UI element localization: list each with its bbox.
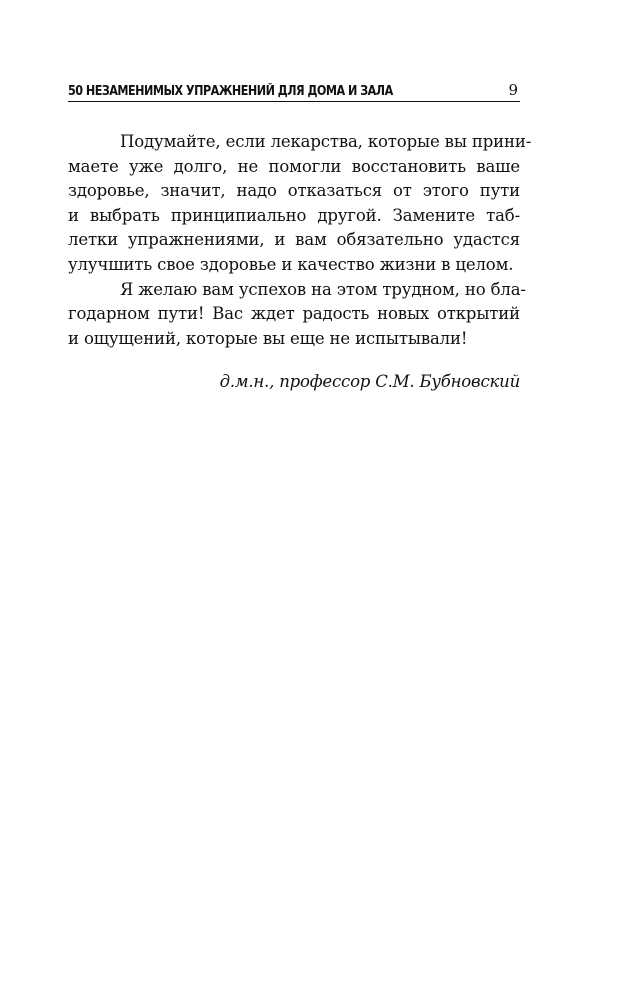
body-text xyxy=(68,130,532,351)
book-title-header: 50 НЕЗАМЕНИМЫХ УПРАЖНЕНИЙ ДЛЯ ДОМА И ЗАЛА xyxy=(68,84,393,99)
text-line: Я желаю вам успехов на этом трудном, но бла- xyxy=(120,279,526,299)
text-line: Подумайте, если лекарства, которые вы прини- xyxy=(120,132,532,151)
text-line: и ощущений, которые вы еще не испытывали! xyxy=(68,328,468,348)
running-header xyxy=(68,76,520,102)
paragraph xyxy=(68,278,526,352)
text-line: улучшить свое здоровье и качество жизни в целом. xyxy=(68,254,514,274)
text-line: годарном пути! Вас ждет радость новых открытий xyxy=(68,304,520,324)
text-line: здоровье, значит, надо отказаться от этого пути xyxy=(68,181,520,201)
paragraph xyxy=(68,130,532,278)
text-line: и выбрать принципиально другой. Замените таб- xyxy=(68,205,520,225)
author-signature: д.м.н., профессор С.М. Бубновский xyxy=(219,372,520,391)
page-number: 9 xyxy=(508,81,518,99)
text-line: маете уже долго, не помогли восстановить ваше xyxy=(68,156,520,176)
text-line: летки упражнениями, и вам обязательно удастся xyxy=(68,230,520,250)
